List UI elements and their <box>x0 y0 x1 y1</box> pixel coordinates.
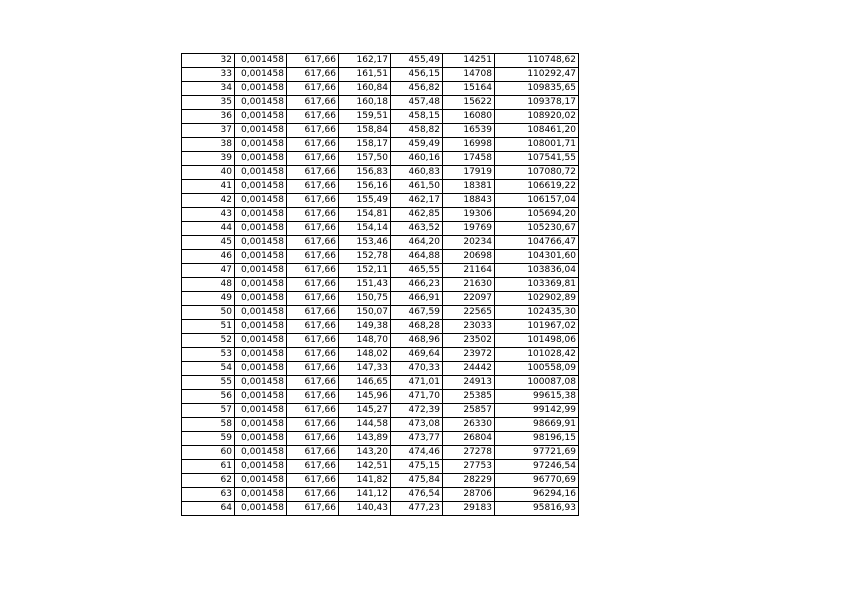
principal-cell: 456,15 <box>391 68 443 82</box>
table-row <box>182 138 579 152</box>
interest-cell: 149,38 <box>339 320 391 334</box>
rate-cell: 0,001458 <box>235 334 287 348</box>
row-number-cell: 47 <box>182 264 235 278</box>
table-row <box>182 222 579 236</box>
interest-cell: 146,65 <box>339 376 391 390</box>
payment-cell: 617,66 <box>287 404 339 418</box>
interest-cell: 143,20 <box>339 446 391 460</box>
row-number-cell: 40 <box>182 166 235 180</box>
interest-cell: 156,16 <box>339 180 391 194</box>
rate-cell: 0,001458 <box>235 250 287 264</box>
table-row <box>182 502 579 516</box>
row-number-cell: 59 <box>182 432 235 446</box>
cumulative-cell: 14251 <box>443 54 495 68</box>
interest-cell: 151,43 <box>339 278 391 292</box>
interest-cell: 148,02 <box>339 348 391 362</box>
principal-cell: 458,82 <box>391 124 443 138</box>
balance-cell: 108001,71 <box>495 138 579 152</box>
table-row <box>182 236 579 250</box>
table-row <box>182 278 579 292</box>
rate-cell: 0,001458 <box>235 138 287 152</box>
rate-cell: 0,001458 <box>235 208 287 222</box>
cumulative-cell: 14708 <box>443 68 495 82</box>
principal-cell: 470,33 <box>391 362 443 376</box>
table-row <box>182 376 579 390</box>
balance-cell: 106157,04 <box>495 194 579 208</box>
balance-cell: 103836,04 <box>495 264 579 278</box>
table-row <box>182 418 579 432</box>
table-row <box>182 320 579 334</box>
interest-cell: 150,07 <box>339 306 391 320</box>
cumulative-cell: 21630 <box>443 278 495 292</box>
balance-cell: 110748,62 <box>495 54 579 68</box>
balance-cell: 109378,17 <box>495 96 579 110</box>
balance-cell: 107080,72 <box>495 166 579 180</box>
cumulative-cell: 18843 <box>443 194 495 208</box>
principal-cell: 467,59 <box>391 306 443 320</box>
balance-cell: 102435,30 <box>495 306 579 320</box>
payment-cell: 617,66 <box>287 54 339 68</box>
rate-cell: 0,001458 <box>235 278 287 292</box>
payment-cell: 617,66 <box>287 474 339 488</box>
balance-cell: 98669,91 <box>495 418 579 432</box>
interest-cell: 158,84 <box>339 124 391 138</box>
rate-cell: 0,001458 <box>235 222 287 236</box>
payment-cell: 617,66 <box>287 432 339 446</box>
cumulative-cell: 27753 <box>443 460 495 474</box>
payment-cell: 617,66 <box>287 390 339 404</box>
principal-cell: 463,52 <box>391 222 443 236</box>
payment-cell: 617,66 <box>287 110 339 124</box>
cumulative-cell: 23033 <box>443 320 495 334</box>
row-number-cell: 48 <box>182 278 235 292</box>
payment-cell: 617,66 <box>287 208 339 222</box>
interest-cell: 148,70 <box>339 334 391 348</box>
cumulative-cell: 16539 <box>443 124 495 138</box>
cumulative-cell: 26804 <box>443 432 495 446</box>
balance-cell: 96770,69 <box>495 474 579 488</box>
payment-cell: 617,66 <box>287 180 339 194</box>
table-row <box>182 334 579 348</box>
principal-cell: 468,96 <box>391 334 443 348</box>
balance-cell: 100087,08 <box>495 376 579 390</box>
payment-cell: 617,66 <box>287 502 339 516</box>
interest-cell: 161,51 <box>339 68 391 82</box>
payment-cell: 617,66 <box>287 418 339 432</box>
rate-cell: 0,001458 <box>235 96 287 110</box>
row-number-cell: 32 <box>182 54 235 68</box>
principal-cell: 475,84 <box>391 474 443 488</box>
table-row <box>182 166 579 180</box>
row-number-cell: 37 <box>182 124 235 138</box>
payment-cell: 617,66 <box>287 222 339 236</box>
interest-cell: 156,83 <box>339 166 391 180</box>
rate-cell: 0,001458 <box>235 194 287 208</box>
interest-cell: 157,50 <box>339 152 391 166</box>
payment-cell: 617,66 <box>287 152 339 166</box>
table-row <box>182 82 579 96</box>
principal-cell: 468,28 <box>391 320 443 334</box>
rate-cell: 0,001458 <box>235 110 287 124</box>
rate-cell: 0,001458 <box>235 474 287 488</box>
row-number-cell: 54 <box>182 362 235 376</box>
table-row <box>182 474 579 488</box>
table-row <box>182 96 579 110</box>
payment-cell: 617,66 <box>287 264 339 278</box>
cumulative-cell: 24442 <box>443 362 495 376</box>
interest-cell: 141,12 <box>339 488 391 502</box>
payment-cell: 617,66 <box>287 292 339 306</box>
table-row <box>182 404 579 418</box>
principal-cell: 472,39 <box>391 404 443 418</box>
cumulative-cell: 15164 <box>443 82 495 96</box>
rate-cell: 0,001458 <box>235 390 287 404</box>
payment-cell: 617,66 <box>287 278 339 292</box>
principal-cell: 455,49 <box>391 54 443 68</box>
rate-cell: 0,001458 <box>235 152 287 166</box>
table-row <box>182 208 579 222</box>
payment-cell: 617,66 <box>287 68 339 82</box>
rate-cell: 0,001458 <box>235 376 287 390</box>
cumulative-cell: 29183 <box>443 502 495 516</box>
table-row <box>182 180 579 194</box>
cumulative-cell: 16998 <box>443 138 495 152</box>
cumulative-cell: 17919 <box>443 166 495 180</box>
row-number-cell: 63 <box>182 488 235 502</box>
row-number-cell: 64 <box>182 502 235 516</box>
rate-cell: 0,001458 <box>235 68 287 82</box>
interest-cell: 155,49 <box>339 194 391 208</box>
principal-cell: 456,82 <box>391 82 443 96</box>
rate-cell: 0,001458 <box>235 292 287 306</box>
cumulative-cell: 28706 <box>443 488 495 502</box>
table-row <box>182 292 579 306</box>
interest-cell: 159,51 <box>339 110 391 124</box>
principal-cell: 460,83 <box>391 166 443 180</box>
row-number-cell: 42 <box>182 194 235 208</box>
rate-cell: 0,001458 <box>235 180 287 194</box>
row-number-cell: 60 <box>182 446 235 460</box>
row-number-cell: 36 <box>182 110 235 124</box>
row-number-cell: 34 <box>182 82 235 96</box>
balance-cell: 107541,55 <box>495 152 579 166</box>
principal-cell: 462,17 <box>391 194 443 208</box>
payment-cell: 617,66 <box>287 488 339 502</box>
payment-cell: 617,66 <box>287 82 339 96</box>
row-number-cell: 43 <box>182 208 235 222</box>
balance-cell: 99615,38 <box>495 390 579 404</box>
balance-cell: 108461,20 <box>495 124 579 138</box>
table-row <box>182 390 579 404</box>
cumulative-cell: 22097 <box>443 292 495 306</box>
payment-cell: 617,66 <box>287 446 339 460</box>
balance-cell: 101028,42 <box>495 348 579 362</box>
payment-cell: 617,66 <box>287 166 339 180</box>
cumulative-cell: 20234 <box>443 236 495 250</box>
principal-cell: 458,15 <box>391 110 443 124</box>
table-row <box>182 110 579 124</box>
row-number-cell: 45 <box>182 236 235 250</box>
table-row <box>182 68 579 82</box>
payment-cell: 617,66 <box>287 334 339 348</box>
interest-cell: 144,58 <box>339 418 391 432</box>
table-row <box>182 362 579 376</box>
cumulative-cell: 18381 <box>443 180 495 194</box>
principal-cell: 477,23 <box>391 502 443 516</box>
balance-cell: 100558,09 <box>495 362 579 376</box>
cumulative-cell: 15622 <box>443 96 495 110</box>
interest-cell: 152,78 <box>339 250 391 264</box>
principal-cell: 466,23 <box>391 278 443 292</box>
row-number-cell: 33 <box>182 68 235 82</box>
row-number-cell: 49 <box>182 292 235 306</box>
payment-cell: 617,66 <box>287 348 339 362</box>
rate-cell: 0,001458 <box>235 362 287 376</box>
row-number-cell: 51 <box>182 320 235 334</box>
data-table <box>181 53 579 516</box>
balance-cell: 99142,99 <box>495 404 579 418</box>
balance-cell: 97246,54 <box>495 460 579 474</box>
row-number-cell: 55 <box>182 376 235 390</box>
cumulative-cell: 25385 <box>443 390 495 404</box>
cumulative-cell: 16080 <box>443 110 495 124</box>
payment-cell: 617,66 <box>287 376 339 390</box>
cumulative-cell: 19769 <box>443 222 495 236</box>
balance-cell: 103369,81 <box>495 278 579 292</box>
rate-cell: 0,001458 <box>235 348 287 362</box>
payment-cell: 617,66 <box>287 460 339 474</box>
table-row <box>182 488 579 502</box>
row-number-cell: 44 <box>182 222 235 236</box>
table-row <box>182 124 579 138</box>
interest-cell: 153,46 <box>339 236 391 250</box>
table-row <box>182 194 579 208</box>
table-row <box>182 152 579 166</box>
rate-cell: 0,001458 <box>235 460 287 474</box>
cumulative-cell: 25857 <box>443 404 495 418</box>
balance-cell: 105694,20 <box>495 208 579 222</box>
interest-cell: 154,14 <box>339 222 391 236</box>
principal-cell: 471,01 <box>391 376 443 390</box>
row-number-cell: 50 <box>182 306 235 320</box>
principal-cell: 461,50 <box>391 180 443 194</box>
rate-cell: 0,001458 <box>235 488 287 502</box>
interest-cell: 145,96 <box>339 390 391 404</box>
principal-cell: 473,77 <box>391 432 443 446</box>
principal-cell: 473,08 <box>391 418 443 432</box>
row-number-cell: 61 <box>182 460 235 474</box>
principal-cell: 460,16 <box>391 152 443 166</box>
rate-cell: 0,001458 <box>235 432 287 446</box>
rate-cell: 0,001458 <box>235 124 287 138</box>
rate-cell: 0,001458 <box>235 264 287 278</box>
principal-cell: 474,46 <box>391 446 443 460</box>
rate-cell: 0,001458 <box>235 82 287 96</box>
row-number-cell: 41 <box>182 180 235 194</box>
payment-cell: 617,66 <box>287 362 339 376</box>
table-row <box>182 432 579 446</box>
interest-cell: 162,17 <box>339 54 391 68</box>
cumulative-cell: 26330 <box>443 418 495 432</box>
payment-cell: 617,66 <box>287 194 339 208</box>
row-number-cell: 53 <box>182 348 235 362</box>
rate-cell: 0,001458 <box>235 306 287 320</box>
rate-cell: 0,001458 <box>235 236 287 250</box>
cumulative-cell: 24913 <box>443 376 495 390</box>
table-body <box>182 54 579 516</box>
payment-cell: 617,66 <box>287 236 339 250</box>
interest-cell: 150,75 <box>339 292 391 306</box>
rate-cell: 0,001458 <box>235 320 287 334</box>
principal-cell: 471,70 <box>391 390 443 404</box>
principal-cell: 466,91 <box>391 292 443 306</box>
interest-cell: 143,89 <box>339 432 391 446</box>
table-row <box>182 348 579 362</box>
row-number-cell: 56 <box>182 390 235 404</box>
interest-cell: 160,18 <box>339 96 391 110</box>
principal-cell: 464,20 <box>391 236 443 250</box>
payment-cell: 617,66 <box>287 138 339 152</box>
balance-cell: 102902,89 <box>495 292 579 306</box>
cumulative-cell: 21164 <box>443 264 495 278</box>
principal-cell: 464,88 <box>391 250 443 264</box>
interest-cell: 147,33 <box>339 362 391 376</box>
principal-cell: 476,54 <box>391 488 443 502</box>
row-number-cell: 57 <box>182 404 235 418</box>
table-row <box>182 446 579 460</box>
table-row <box>182 54 579 68</box>
table-row <box>182 264 579 278</box>
cumulative-cell: 19306 <box>443 208 495 222</box>
balance-cell: 95816,93 <box>495 502 579 516</box>
rate-cell: 0,001458 <box>235 404 287 418</box>
cumulative-cell: 20698 <box>443 250 495 264</box>
cumulative-cell: 17458 <box>443 152 495 166</box>
cumulative-cell: 22565 <box>443 306 495 320</box>
row-number-cell: 46 <box>182 250 235 264</box>
row-number-cell: 35 <box>182 96 235 110</box>
payment-cell: 617,66 <box>287 250 339 264</box>
principal-cell: 475,15 <box>391 460 443 474</box>
interest-cell: 142,51 <box>339 460 391 474</box>
row-number-cell: 39 <box>182 152 235 166</box>
row-number-cell: 58 <box>182 418 235 432</box>
balance-cell: 108920,02 <box>495 110 579 124</box>
principal-cell: 462,85 <box>391 208 443 222</box>
principal-cell: 459,49 <box>391 138 443 152</box>
rate-cell: 0,001458 <box>235 54 287 68</box>
interest-cell: 160,84 <box>339 82 391 96</box>
rate-cell: 0,001458 <box>235 446 287 460</box>
principal-cell: 457,48 <box>391 96 443 110</box>
payment-cell: 617,66 <box>287 320 339 334</box>
principal-cell: 469,64 <box>391 348 443 362</box>
rate-cell: 0,001458 <box>235 166 287 180</box>
cumulative-cell: 28229 <box>443 474 495 488</box>
balance-cell: 105230,67 <box>495 222 579 236</box>
table-row <box>182 306 579 320</box>
cumulative-cell: 23972 <box>443 348 495 362</box>
payment-cell: 617,66 <box>287 306 339 320</box>
balance-cell: 96294,16 <box>495 488 579 502</box>
rate-cell: 0,001458 <box>235 418 287 432</box>
interest-cell: 145,27 <box>339 404 391 418</box>
cumulative-cell: 23502 <box>443 334 495 348</box>
row-number-cell: 62 <box>182 474 235 488</box>
row-number-cell: 38 <box>182 138 235 152</box>
balance-cell: 101967,02 <box>495 320 579 334</box>
interest-cell: 154,81 <box>339 208 391 222</box>
interest-cell: 141,82 <box>339 474 391 488</box>
table-row <box>182 460 579 474</box>
interest-cell: 140,43 <box>339 502 391 516</box>
payment-cell: 617,66 <box>287 124 339 138</box>
balance-cell: 110292,47 <box>495 68 579 82</box>
table-row <box>182 250 579 264</box>
principal-cell: 465,55 <box>391 264 443 278</box>
balance-cell: 101498,06 <box>495 334 579 348</box>
interest-cell: 152,11 <box>339 264 391 278</box>
balance-cell: 97721,69 <box>495 446 579 460</box>
balance-cell: 104766,47 <box>495 236 579 250</box>
interest-cell: 158,17 <box>339 138 391 152</box>
rate-cell: 0,001458 <box>235 502 287 516</box>
row-number-cell: 52 <box>182 334 235 348</box>
balance-cell: 98196,15 <box>495 432 579 446</box>
balance-cell: 106619,22 <box>495 180 579 194</box>
balance-cell: 104301,60 <box>495 250 579 264</box>
balance-cell: 109835,65 <box>495 82 579 96</box>
cumulative-cell: 27278 <box>443 446 495 460</box>
payment-cell: 617,66 <box>287 96 339 110</box>
